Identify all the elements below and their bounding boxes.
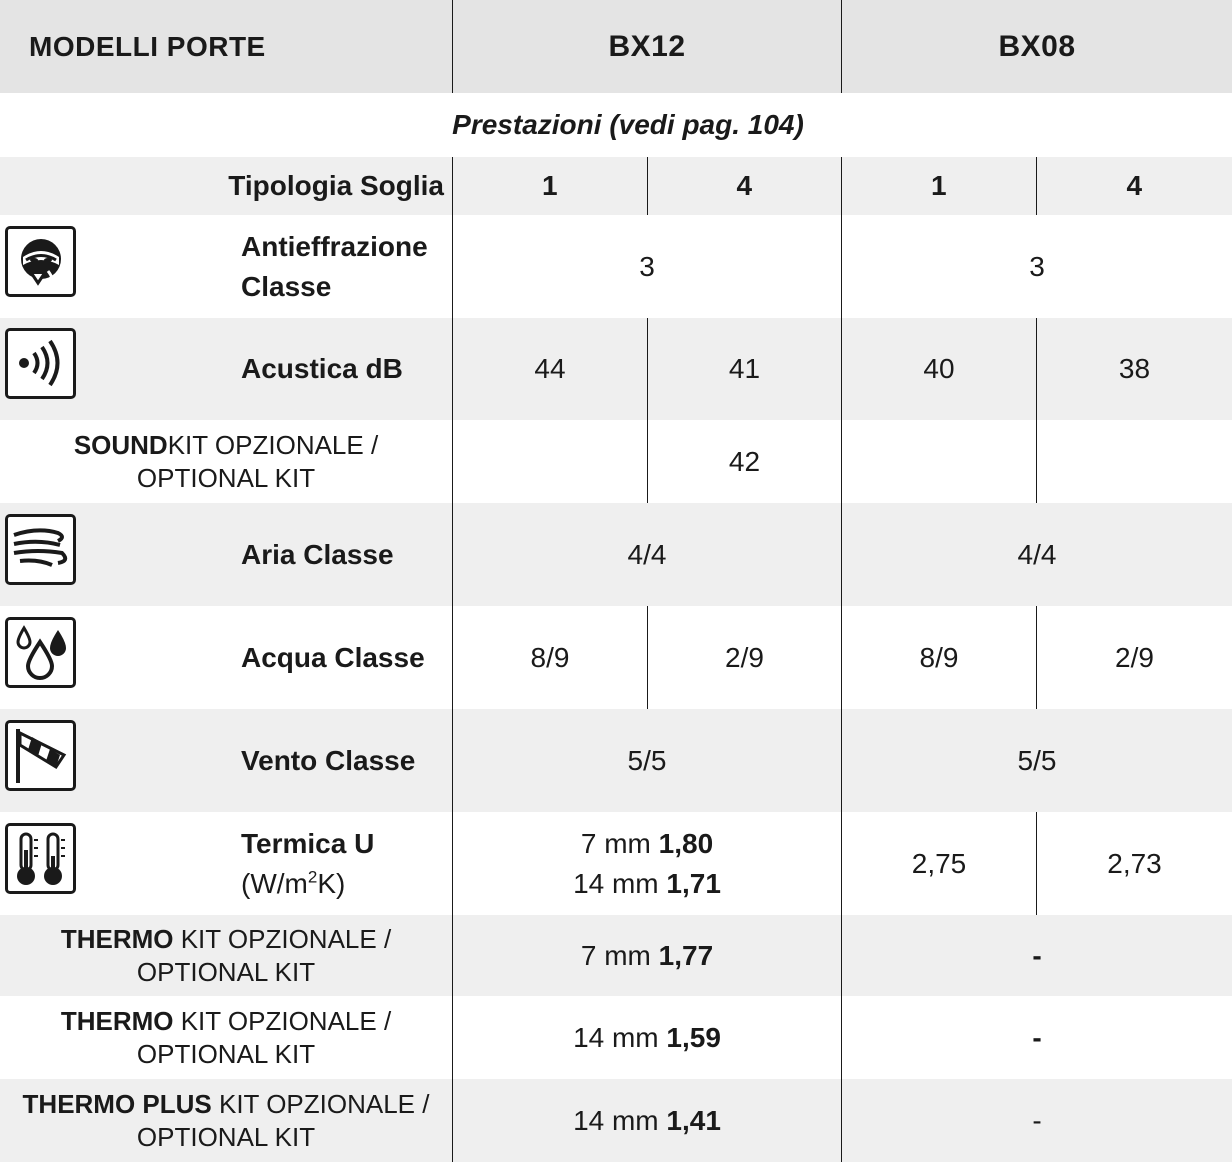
thermo-plus-kit-bx12 [453, 1079, 841, 1162]
acqua-label: Acqua Classe [241, 641, 425, 673]
threshold-bx08-1: 1 [930, 170, 948, 201]
termica-label-line1: Termica U [241, 828, 375, 859]
thermo-kit-2-text: KIT OPZIONALE / [173, 1005, 392, 1036]
performance-subtitle: Prestazioni (vedi pag. 104) [452, 109, 804, 140]
sound-kit-bold: SOUND [73, 429, 168, 460]
termica-bx12 [453, 812, 841, 915]
antieffrazione-label [241, 227, 428, 307]
termica-label [241, 824, 374, 904]
acqua-bx08-4: 2/9 [1115, 641, 1154, 673]
threshold-label: Tipologia Soglia [228, 170, 444, 201]
termica-bx12-line1 [581, 824, 713, 864]
windsock-icon [5, 720, 76, 791]
termica-bx12-l1-val: 1,80 [658, 827, 714, 859]
thermo-kit-2-label-line2: OPTIONAL KIT [136, 1038, 316, 1069]
thermo-kit-1-bx12 [453, 915, 841, 996]
thermo-kit-2-bx08: - [1032, 1021, 1042, 1053]
aria-label: Aria Classe [241, 538, 394, 570]
thermo-kit-1-label-line2: OPTIONAL KIT [136, 956, 316, 987]
acustica-bx08-1: 40 [923, 353, 955, 384]
thermo-kit-2-bx12-val: 1,59 [666, 1021, 721, 1053]
thermo-plus-kit-label-line1 [23, 1088, 430, 1121]
termica-bx12-line2 [573, 864, 721, 904]
thermo-plus-kit-text: KIT OPZIONALE / [211, 1088, 430, 1119]
thermo-kit-1-label [0, 915, 452, 996]
antieffrazione-bx08: 3 [1029, 250, 1045, 282]
termica-bx08-1: 2,75 [911, 847, 967, 879]
thermo-plus-kit-bx08: - [1032, 1104, 1042, 1136]
sound-kit-label-line2: OPTIONAL KIT [136, 462, 316, 493]
acqua-bx12-4: 2/9 [725, 641, 764, 673]
thermometer-icon [5, 823, 76, 894]
thermo-plus-kit-label-line2: OPTIONAL KIT [136, 1121, 316, 1152]
thermo-kit-1-bold: THERMO [60, 923, 174, 954]
vento-bx12: 5/5 [627, 744, 667, 776]
termica-bx08-4: 2,73 [1107, 847, 1162, 879]
thermo-plus-kit-bold: THERMO PLUS [22, 1088, 212, 1119]
thermo-kit-1-bx12-pre: 7 mm [580, 939, 651, 971]
thermo-plus-kit-label [0, 1079, 452, 1162]
sound-icon [5, 328, 76, 399]
thermo-kit-2-bx12 [453, 996, 841, 1079]
thermo-kit-1-label-line1 [61, 923, 391, 956]
burglar-icon [5, 226, 76, 297]
vento-bx08: 5/5 [1017, 744, 1057, 776]
termica-bx12-l2-pre: 14 mm [573, 867, 659, 899]
sound-kit-bx12-4: 42 [728, 445, 761, 477]
threshold-bx12-4: 4 [736, 170, 753, 201]
sound-kit-label [0, 420, 452, 503]
header-model-bx12: BX12 [608, 29, 686, 63]
threshold-bx08-4: 4 [1126, 170, 1143, 201]
thermo-plus-kit-bx12-pre: 14 mm [573, 1104, 659, 1136]
thermo-plus-kit-bx12-val: 1,41 [666, 1104, 721, 1136]
acustica-bx12-1: 44 [534, 353, 566, 384]
antieffrazione-label-line1: Antieffrazione [241, 231, 428, 262]
thermo-kit-1-bx12-val: 1,77 [658, 939, 714, 971]
sound-kit-label-line1 [74, 429, 378, 462]
wind-air-icon [5, 514, 76, 585]
antieffrazione-label-line2: Classe [241, 271, 332, 302]
thermo-kit-2-label [0, 996, 452, 1079]
termica-bx12-l2-val: 1,71 [666, 867, 721, 899]
thermo-kit-1-text: KIT OPZIONALE / [173, 923, 392, 954]
acustica-label: Acustica dB [241, 353, 403, 384]
thermo-kit-2-bx12-pre: 14 mm [573, 1021, 659, 1053]
water-drops-icon [5, 617, 76, 688]
sound-kit-text: KIT OPZIONALE / [167, 429, 379, 460]
aria-bx08: 4/4 [1017, 538, 1057, 570]
acqua-bx12-1: 8/9 [530, 641, 570, 673]
termica-bx12-l1-pre: 7 mm [580, 827, 651, 859]
thermo-kit-1-bx08: - [1032, 939, 1042, 971]
termica-unit-post: K) [317, 868, 346, 899]
threshold-bx12-1: 1 [541, 170, 559, 201]
termica-unit-pre: (W/m [241, 868, 308, 899]
vento-label: Vento Classe [241, 744, 416, 776]
acustica-bx12-4: 41 [728, 353, 761, 384]
aria-bx12: 4/4 [627, 538, 667, 570]
header-model-bx08: BX08 [998, 29, 1076, 63]
thermo-kit-2-bold: THERMO [60, 1005, 174, 1036]
acqua-bx08-1: 8/9 [919, 641, 959, 673]
thermo-kit-2-label-line1 [61, 1005, 391, 1038]
acustica-bx08-4: 38 [1118, 353, 1151, 384]
termica-label-line2 [241, 864, 345, 904]
antieffrazione-bx12: 3 [639, 250, 655, 282]
header-title: MODELLI PORTE [29, 30, 266, 62]
termica-unit-sup: 2 [307, 867, 318, 887]
